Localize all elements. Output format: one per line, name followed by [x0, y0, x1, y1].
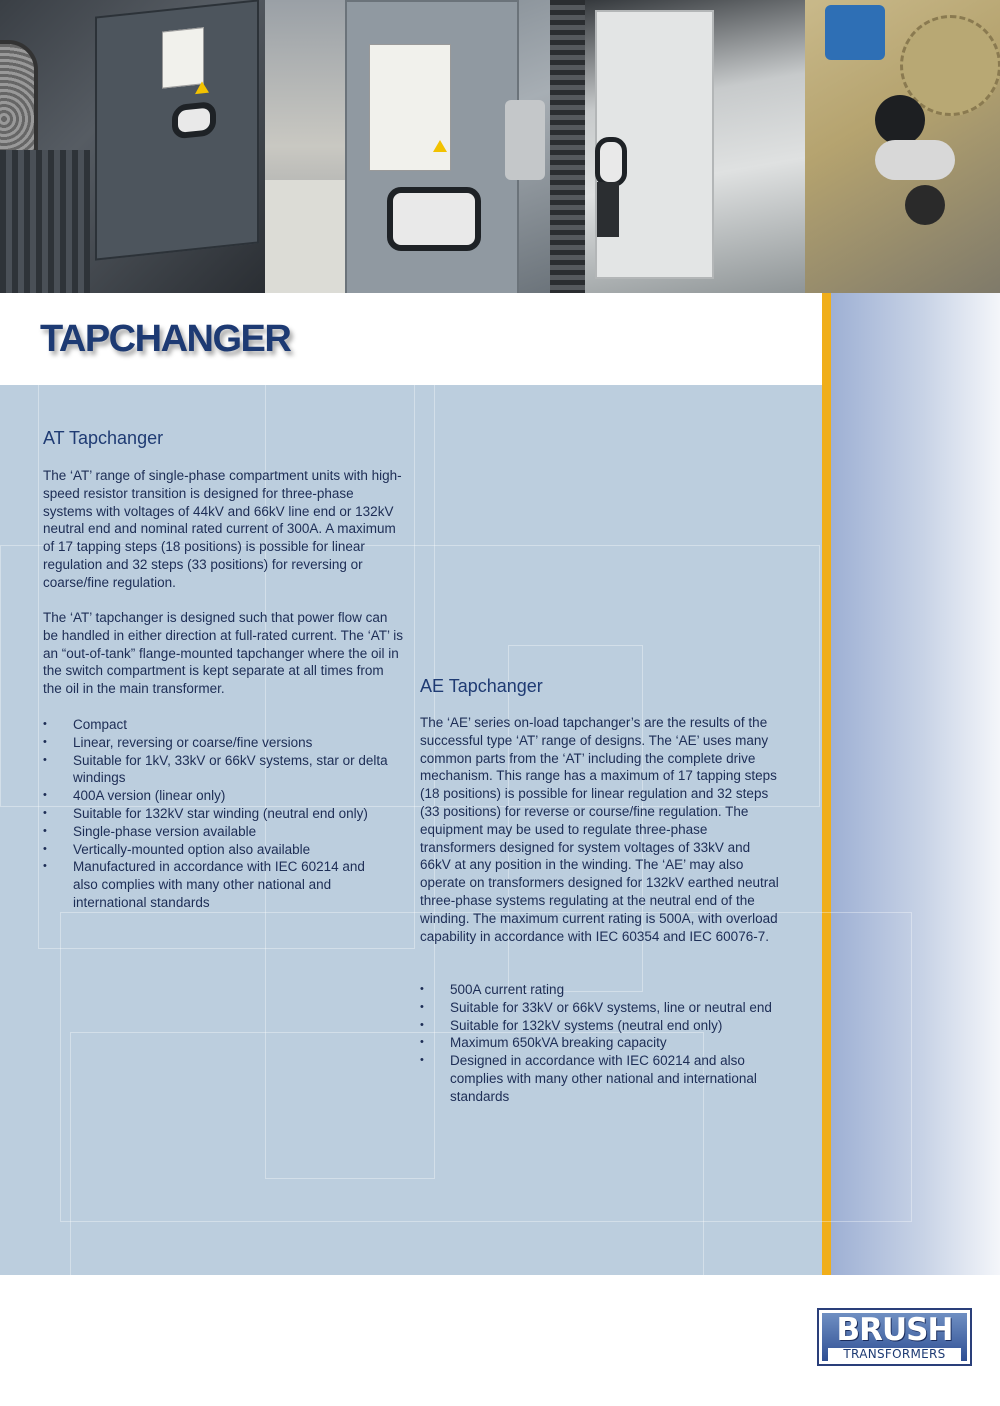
at-paragraph-1: The ‘AT’ range of single-phase compartment units with high-speed resistor transition is designed for three-phase systems with voltages of 44kV and 66kV line end or 132kV neutral end and nominal rated current of 300A. A maximum of 17 tapping steps (18 positions) is possible for linear regulation and 32 steps (33 positions) for reversing or coarse/fine regulation. [43, 468, 402, 590]
photo-tapchanger-cabinet [0, 0, 265, 293]
ae-section-heading: AE Tapchanger [420, 676, 543, 696]
list-item: • Compact [43, 716, 405, 734]
photo-drawing [265, 0, 345, 293]
logo-brush-text: BRUSH [836, 1312, 953, 1348]
cabinet-shape [595, 10, 714, 279]
list-item: • Single-phase version available [43, 823, 405, 841]
logo-transformers-text: TRANSFORMERS [828, 1348, 961, 1361]
page-title: TAPCHANGER [40, 318, 291, 360]
photo-cabinet-side [550, 0, 805, 293]
photo-cabinet-front [345, 0, 550, 293]
logo-badge [822, 1313, 967, 1361]
at-paragraph-2: The ‘AT’ tapchanger is designed such that power flow can be handled in either direction at full-rated current. The ‘AT’ is an “out-of-tank” flange-mounted tapchanger where the oil in the switch compartment is kept separate at all times from the oil in the main transformer. [43, 610, 403, 697]
cabinet-shape [345, 0, 519, 293]
list-item: • Linear, reversing or coarse/fine versions [43, 734, 405, 752]
list-item: • Suitable for 132kV star winding (neutral end only) [43, 805, 405, 823]
list-item: • Manufactured in accordance with IEC 60214 and also complies with many other national and international standards [43, 858, 373, 911]
at-feature-list [43, 716, 405, 912]
list-item: • Suitable for 132kV systems (neutral end only) [420, 1017, 782, 1035]
list-item: • 400A version (linear only) [43, 787, 405, 805]
at-section-heading: AT Tapchanger [43, 428, 164, 448]
list-item: • Suitable for 33kV or 66kV systems, line or neutral end [420, 999, 782, 1017]
cabinet-shape [95, 0, 259, 261]
header-photo-strip [0, 0, 1000, 293]
ae-feature-list [420, 981, 782, 1106]
list-item: • Vertically-mounted option also available [43, 841, 405, 859]
list-item: • Maximum 650kVA breaking capacity [420, 1034, 782, 1052]
list-item: • 500A current rating [420, 981, 782, 999]
brush-transformers-logo [817, 1308, 972, 1366]
list-item: • Suitable for 1kV, 33kV or 66kV systems, star or delta windings [43, 752, 405, 788]
ae-paragraph: The ‘AE’ series on-load tapchanger’s are the results of the successful type ‘AT’ range of designs. The ‘AE’ uses many common parts from the ‘AT’ including the complete drive mechanism. This range has a maximum of 17 tapping steps (18 positions) is possible for linear regulation and 32 steps (33 positions) for reverse or course/fine regulation. The equipment may be used to regulate three-phase transformers designed for system voltages of 33kV and 66kV at any position in the winding. The ‘AE’ may also operate on transformers designed for 132kV earthed neutral three-phase systems regulating at the neutral end of the winding. The maximum current rating is 500A, with overload capability in accordance with IEC 60354 and IEC 60076-7. [420, 715, 779, 944]
photo-drive-mechanism [805, 0, 1000, 293]
list-item: • Designed in accordance with IEC 60214 and also complies with many other national and international standards [420, 1052, 782, 1105]
